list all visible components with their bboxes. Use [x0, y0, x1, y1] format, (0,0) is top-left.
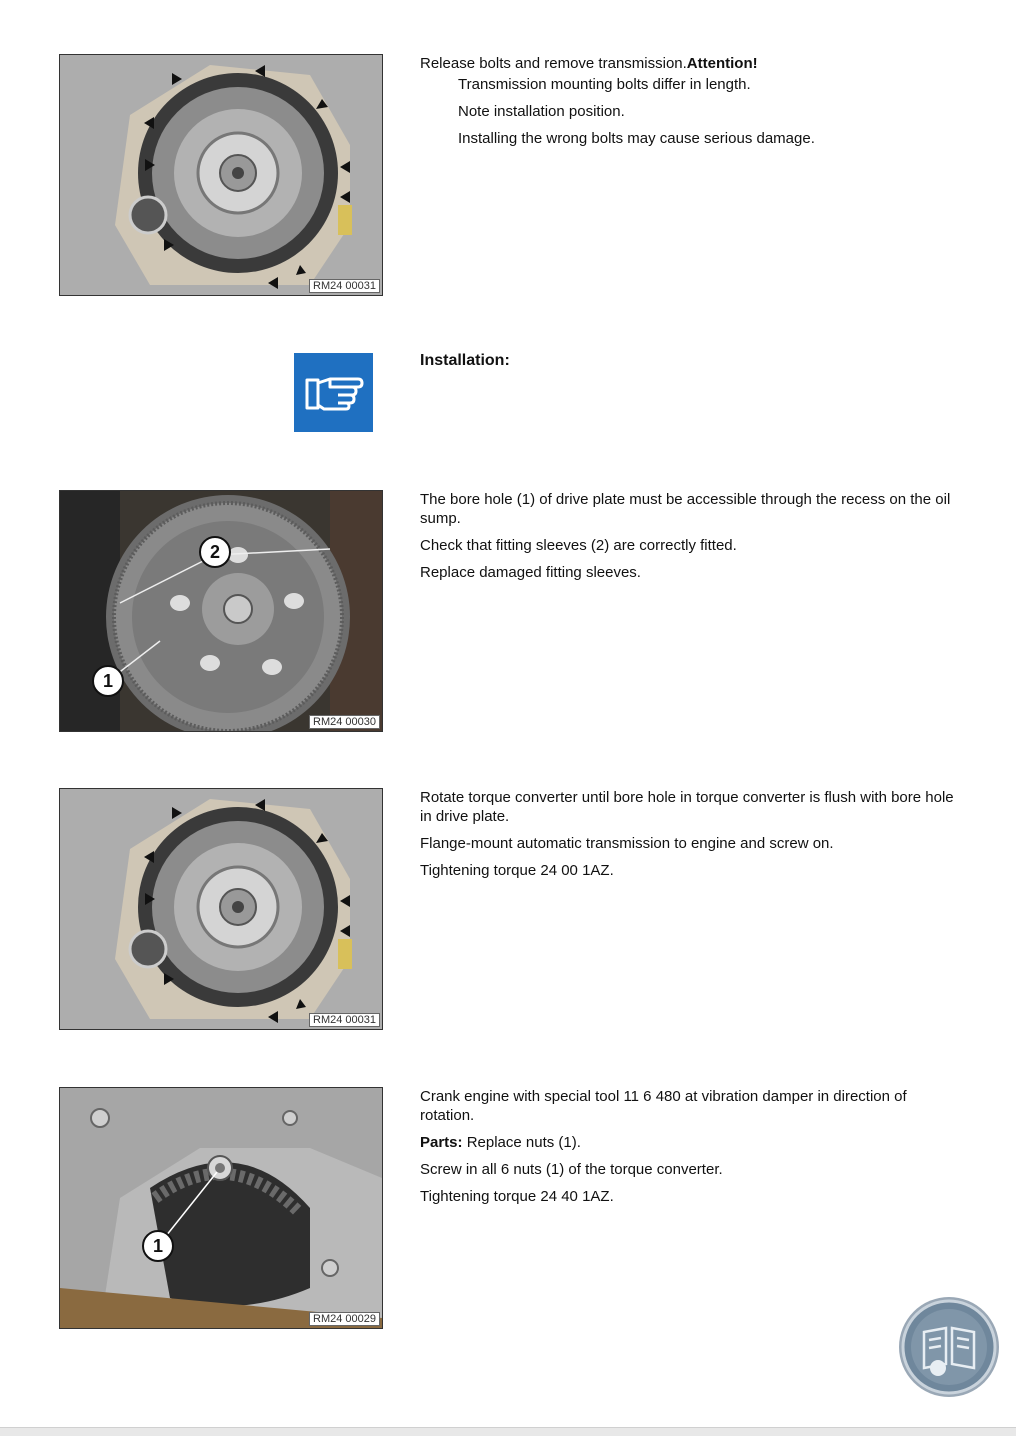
parts-text: Replace nuts (1).	[462, 1134, 581, 1151]
photo-code: RM24 00030	[309, 715, 380, 729]
note-item: Transmission mounting bolts differ in length.	[458, 76, 751, 93]
page-footer-bar	[0, 1427, 1016, 1436]
paragraph: Screw in all 6 nuts (1) of the torque converter.	[420, 1161, 723, 1178]
parts-line	[420, 1133, 960, 1152]
paragraph: Flange-mount automatic transmission to engine and screw on.	[420, 835, 834, 852]
hand-pointing-icon	[294, 353, 373, 432]
photo-code: RM24 00029	[309, 1312, 380, 1326]
installation-heading: Installation:	[420, 352, 510, 369]
manual-help-button[interactable]	[898, 1296, 1000, 1398]
step1-line: Release bolts and remove transmission.	[420, 55, 687, 72]
paragraph: Rotate torque converter until bore hole in torque converter is flush with bore hole in drive plate.	[420, 789, 954, 825]
note-item: Note installation position.	[458, 103, 625, 120]
torque-converter-photo	[59, 1087, 383, 1329]
paragraph: Tightening torque 24 00 1AZ.	[420, 862, 614, 879]
paragraph: Replace damaged fitting sleeves.	[420, 564, 641, 581]
callout-2: 2	[209, 542, 221, 562]
drive-plate-photo	[59, 490, 383, 732]
paragraph: Tightening torque 24 40 1AZ.	[420, 1188, 614, 1205]
transmission-photo	[59, 788, 383, 1030]
step1-text	[420, 54, 960, 156]
paragraph: Check that fitting sleeves (2) are correctly fitted.	[420, 537, 737, 554]
step2-text	[420, 490, 960, 590]
transmission-photo	[59, 54, 383, 296]
parts-label: Parts:	[420, 1134, 463, 1151]
step4-text	[420, 1087, 960, 1214]
callout-1: 1	[102, 671, 114, 691]
paragraph: The bore hole (1) of drive plate must be accessible through the recess on the oil sump.	[420, 491, 951, 527]
paragraph: Crank engine with special tool 11 6 480 at vibration damper in direction of rotation.	[420, 1088, 907, 1124]
callout-1: 1	[152, 1236, 164, 1256]
attention-label: Attention!	[686, 55, 758, 72]
photo-code: RM24 00031	[309, 279, 380, 293]
step3-text	[420, 788, 960, 888]
note-item: Installing the wrong bolts may cause serious damage.	[458, 130, 815, 147]
photo-code: RM24 00031	[309, 1013, 380, 1027]
